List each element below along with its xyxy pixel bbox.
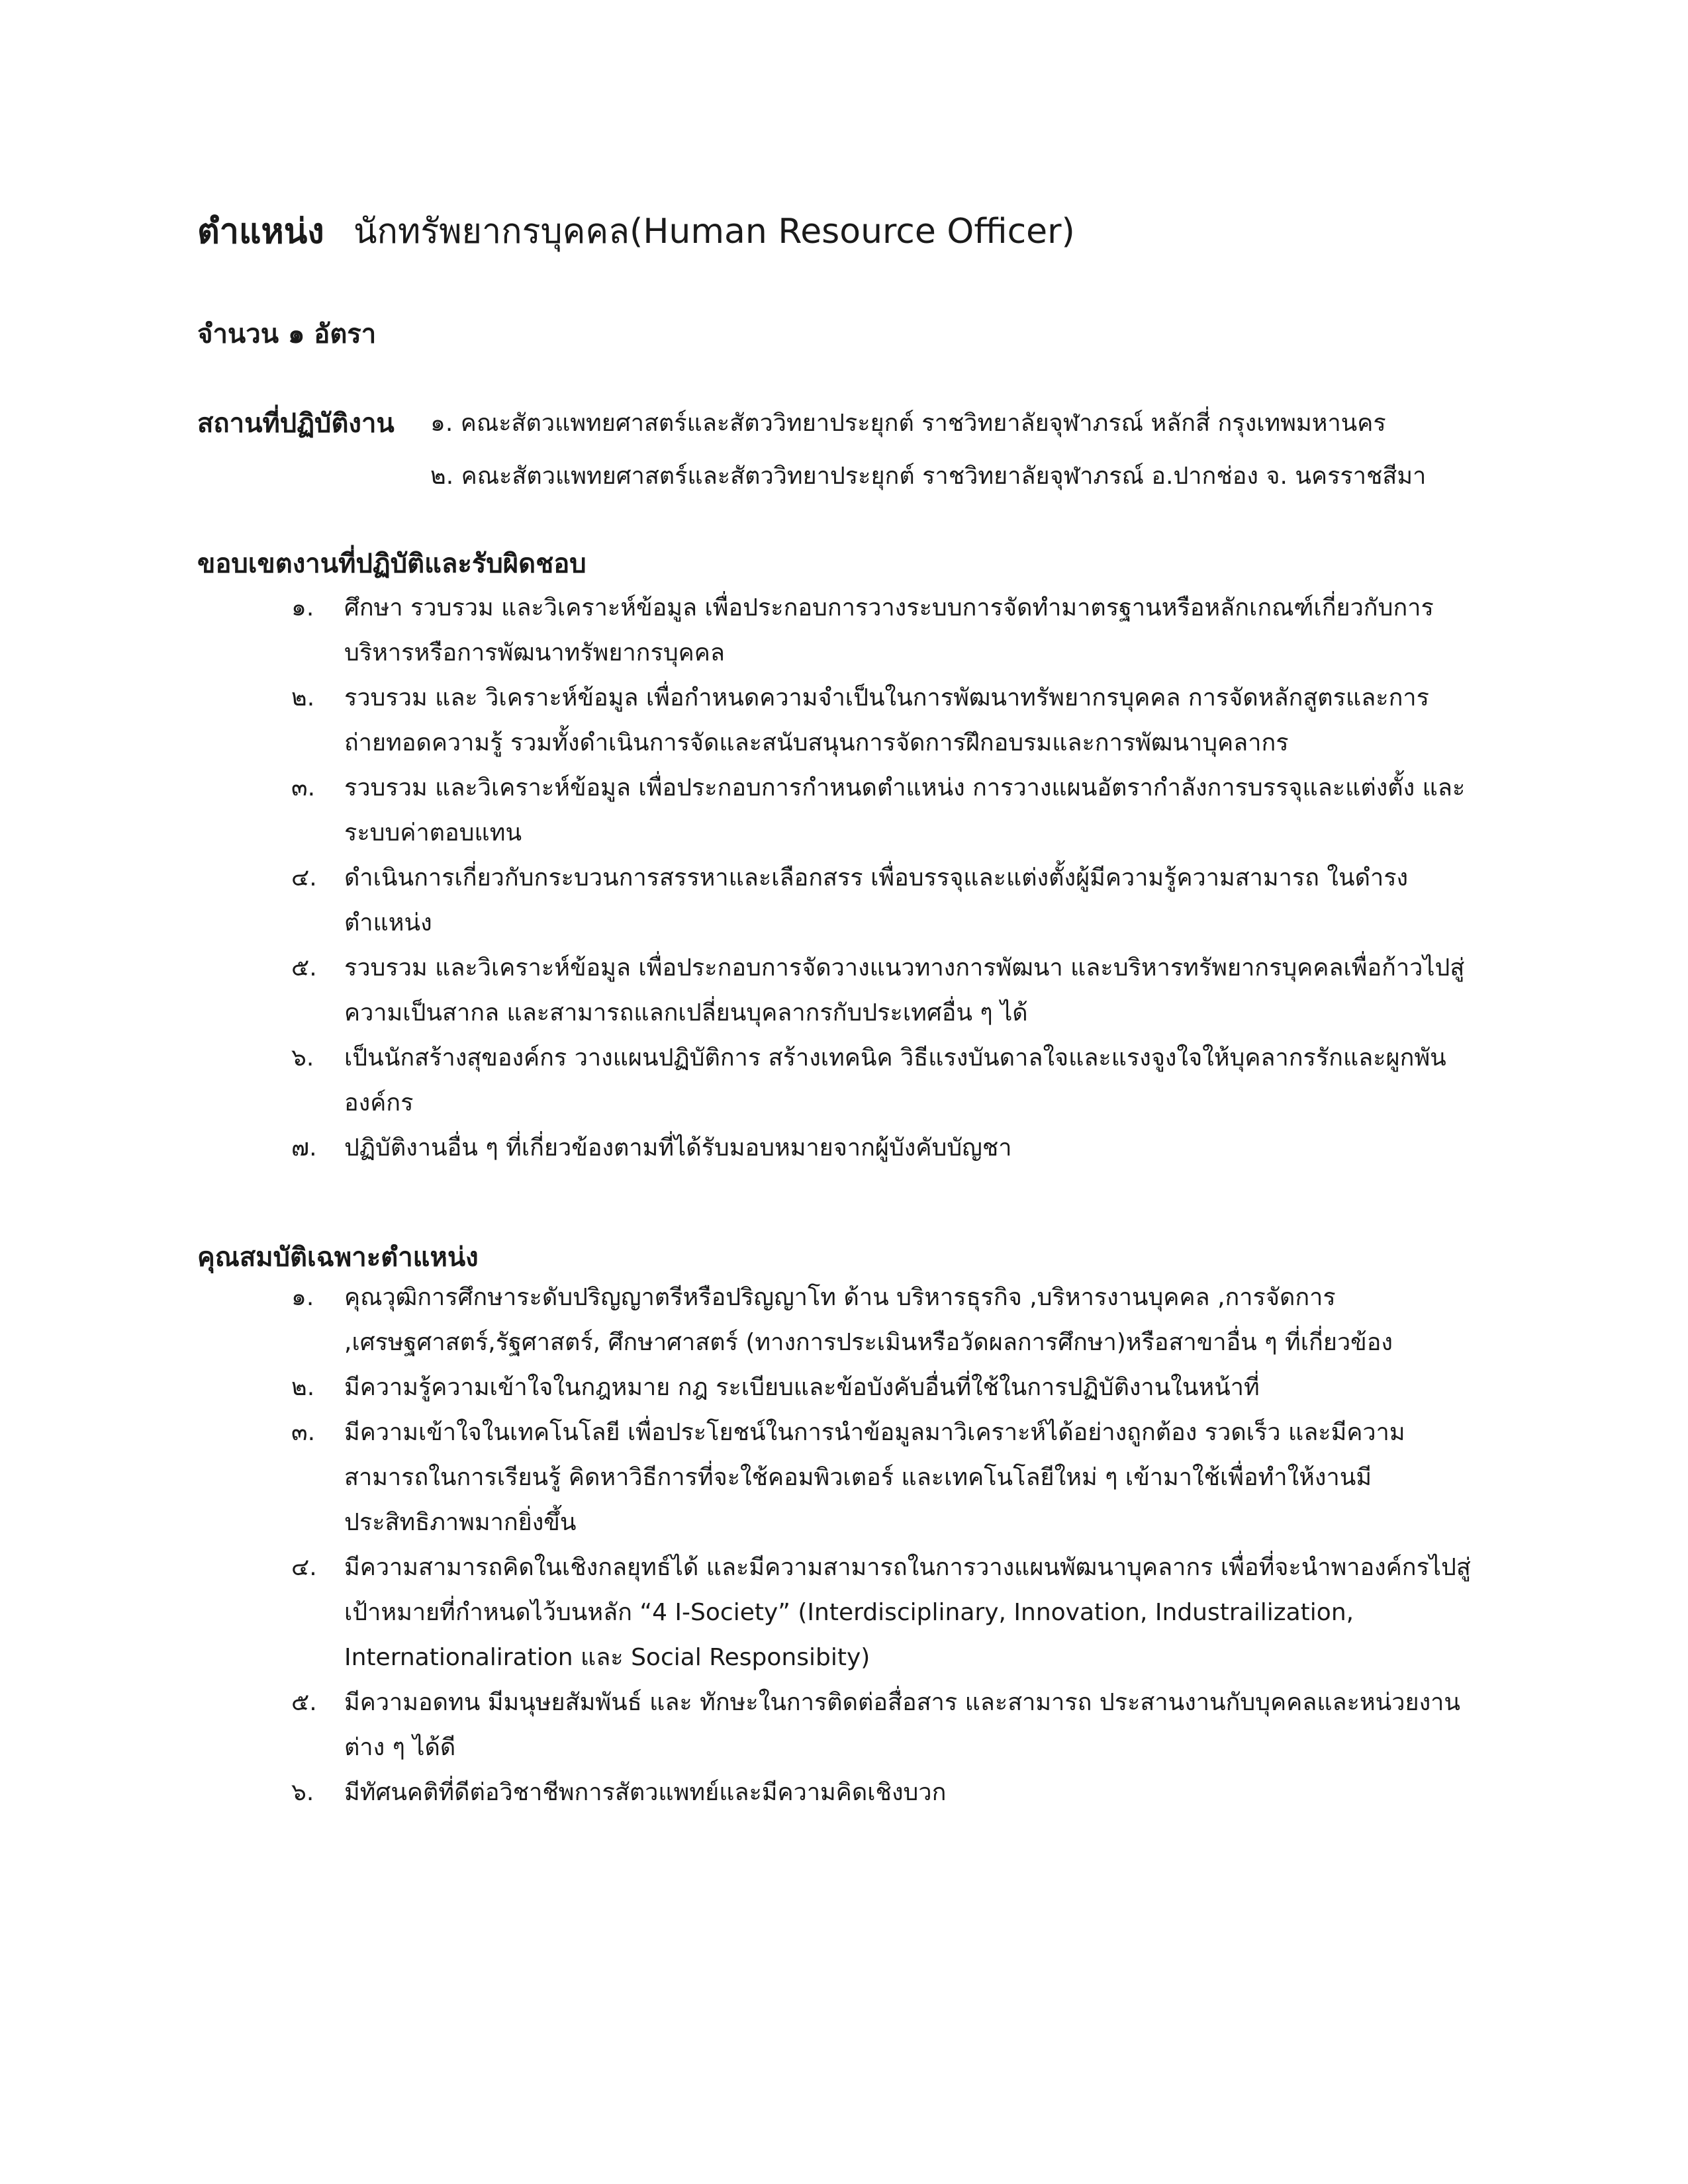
item-number: ๕.	[291, 954, 317, 981]
scope-item	[291, 1126, 1483, 1171]
position-value: นักทรัพยากรบุคคล(Human Resource Officer)	[353, 212, 1075, 251]
vacancy-count: จำนวน ๑ อัตรา	[197, 319, 377, 349]
workplace-item: ๑. คณะสัตวแพทยศาสตร์และสัตววิทยาประยุกต์ ราชวิทยาลัยจุฬาภรณ์ หลักสี่ กรุงเทพมหานคร	[430, 410, 1386, 437]
item-text: รวบรวม และวิเคราะห์ข้อมูล เพื่อประกอบการจัดวางแนวทางการพัฒนา และบริหารทรัพยากรบุคคลเพื่อก้าวไปสู่ความเป็นสากล และสามารถแลกเปลี่ยนบุคลากรกับประเทศอื่น ๆ ได้	[344, 954, 1465, 1026]
qualification-item	[291, 1275, 1483, 1365]
item-number: ๓.	[291, 1419, 316, 1446]
item-number: ๕.	[291, 1689, 317, 1716]
item-number: ๖.	[291, 1044, 314, 1071]
scope-item	[291, 766, 1483, 856]
item-text: รวบรวม และวิเคราะห์ข้อมูล เพื่อประกอบการกำหนดตำแหน่ง การวางแผนอัตรากำลังการบรรจุและแต่งตั้ง และระบบค่าตอบแทน	[344, 774, 1466, 846]
workplace-item: ๒. คณะสัตวแพทยศาสตร์และสัตววิทยาประยุกต์ ราชวิทยาลัยจุฬาภรณ์ อ.ปากช่อง จ. นครราชสีมา	[430, 463, 1427, 490]
item-text: ดำเนินการเกี่ยวกับกระบวนการสรรหาและเลือกสรร เพื่อบรรจุและแต่งตั้งผู้มีความรู้ความสามารถ ในดำรงตำแหน่ง	[344, 864, 1409, 936]
scope-item	[291, 586, 1483, 676]
scope-list	[291, 586, 1483, 1171]
workplace-list	[430, 397, 1489, 503]
qualification-item	[291, 1545, 1483, 1680]
scope-item	[291, 1036, 1483, 1126]
qualification-item	[291, 1410, 1483, 1545]
item-text: มีความเข้าใจในเทคโนโลยี เพื่อประโยชน์ในการนำข้อมูลมาวิเคราะห์ได้อย่างถูกต้อง รวดเร็ว และมีความสามารถในการเรียนรู้ คิดหาวิธีการที่จะใช้คอมพิวเตอร์ และเทคโนโลยีใหม่ ๆ เข้ามาใช้เพื่อทำให้งานมีประสิทธิภาพมากยิ่งขึ้น	[344, 1419, 1405, 1536]
qualification-item	[291, 1365, 1483, 1410]
scope-item	[291, 856, 1483, 946]
item-text: มีความรู้ความเข้าใจในกฎหมาย กฎ ระเบียบและข้อบังคับอื่นที่ใช้ในการปฏิบัติงานในหน้าที่	[344, 1374, 1260, 1401]
item-number: ๔.	[291, 864, 317, 891]
qualification-item	[291, 1680, 1483, 1770]
item-text: มีความอดทน มีมนุษยสัมพันธ์ และ ทักษะในการติดต่อสื่อสาร และสามารถ ประสานงานกับบุคคลและหน่วยงานต่าง ๆ ได้ดี	[344, 1689, 1461, 1761]
item-text: ศึกษา รวบรวม และวิเคราะห์ข้อมูล เพื่อประกอบการวางระบบการจัดทำมาตรฐานหรือหลักเกณฑ์เกี่ยวกับการบริหารหรือการพัฒนาทรัพยากรบุคคล	[344, 594, 1434, 666]
qualifications-heading: คุณสมบัติเฉพาะตำแหน่ง	[197, 1242, 479, 1273]
item-number: ๒.	[291, 1374, 315, 1401]
item-text: รวบรวม และ วิเคราะห์ข้อมูล เพื่อกำหนดความจำเป็นในการพัฒนาทรัพยากรบุคคล การจัดหลักสูตรและการถ่ายทอดความรู้ รวมทั้งดำเนินการจัดและสนับสนุนการจัดการฝึกอบรมและการพัฒนาบุคลากร	[344, 684, 1429, 756]
item-text: ปฏิบัติงานอื่น ๆ ที่เกี่ยวข้องตามที่ได้รับมอบหมายจากผู้บังคับบัญชา	[344, 1134, 1012, 1161]
qualifications-list	[291, 1275, 1483, 1815]
item-text: มีความสามารถคิดในเชิงกลยุทธ์ได้ และมีความสามารถในการวางแผนพัฒนาบุคลากร เพื่อที่จะนำพาองค์กรไปสู่เป้าหมายที่กำหนดไว้บนหลัก “4 I-Society” (Interdisciplinary, Innovation, Industrailization, Internationaliration และ Social Responsibity)	[344, 1554, 1471, 1671]
workplace-label: สถานที่ปฏิบัติงาน	[197, 408, 395, 439]
scope-heading: ขอบเขตงานที่ปฏิบัติและรับผิดชอบ	[197, 549, 586, 579]
item-text: คุณวุฒิการศึกษาระดับปริญญาตรีหรือปริญญาโท ด้าน บริหารธุรกิจ ,บริหารงานบุคคล ,การจัดการ ,เศรษฐศาสตร์,รัฐศาสตร์, ศึกษาศาสตร์ (ทางการประเมินหรือวัดผลการศึกษา)หรือสาขาอื่น ๆ ที่เกี่ยวข้อง	[344, 1284, 1393, 1356]
scope-item	[291, 946, 1483, 1036]
item-number: ๖.	[291, 1779, 314, 1806]
item-number: ๔.	[291, 1554, 317, 1581]
item-text: มีทัศนคติที่ดีต่อวิชาชีพการสัตวแพทย์และมีความคิดเชิงบวก	[344, 1779, 947, 1806]
qualification-item	[291, 1770, 1483, 1815]
item-number: ๑.	[291, 594, 314, 621]
scope-item	[291, 676, 1483, 766]
item-number: ๑.	[291, 1284, 314, 1311]
position-label: ตำแหน่ง	[197, 212, 324, 251]
item-number: ๒.	[291, 684, 315, 711]
item-number: ๗.	[291, 1134, 317, 1161]
item-text: เป็นนักสร้างสุของค์กร วางแผนปฏิบัติการ สร้างเทคนิค วิธีแรงบันดาลใจและแรงจูงใจให้บุคลากรรักและผูกพันองค์กร	[344, 1044, 1446, 1116]
position-title	[197, 202, 1075, 261]
item-number: ๓.	[291, 774, 316, 801]
